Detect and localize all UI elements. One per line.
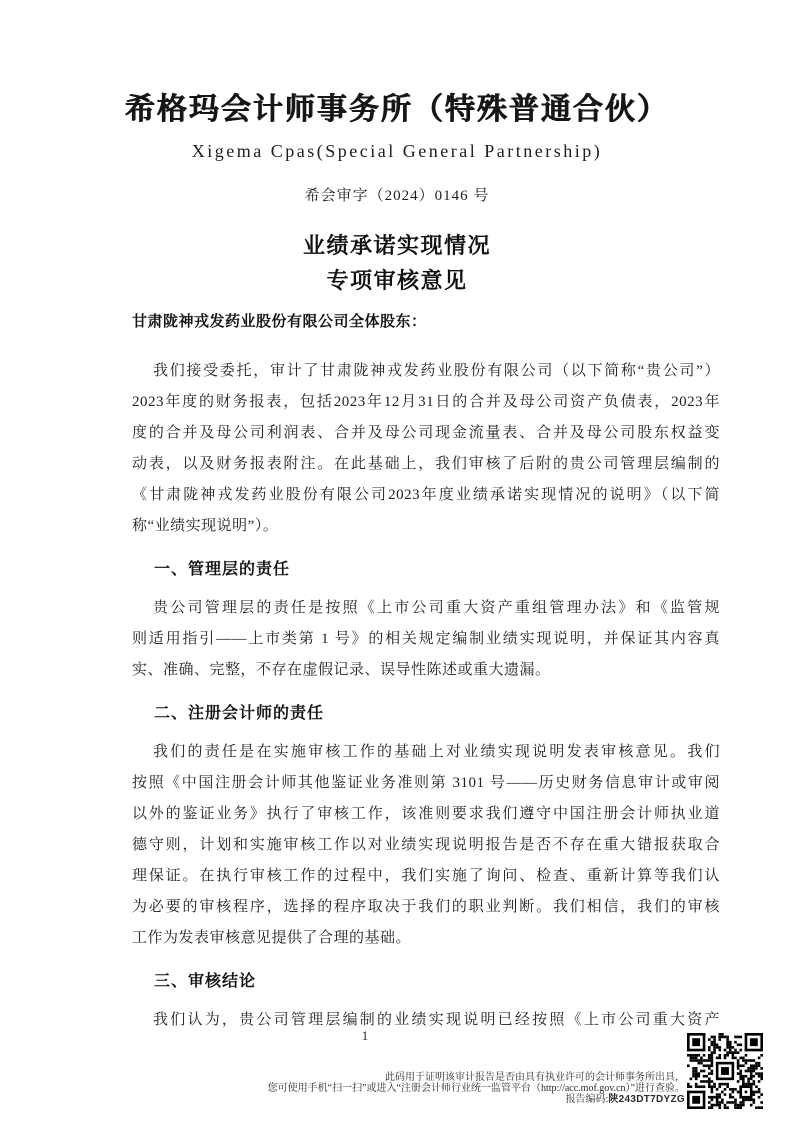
title-line-2: 专项审核意见	[326, 268, 468, 293]
paragraph-line: 以外的鉴证业务》执行了审核工作，该准则要求我们遵守中国注册会计师执业道	[132, 806, 720, 822]
paragraph-line: 我们接受委托，审计了甘肃陇神戎发药业股份有限公司（以下简称“贵公司”）	[153, 363, 720, 379]
section-paragraph-management-responsibility	[132, 593, 720, 686]
paragraph-line: 按照《中国注册会计师其他鉴证业务准则第 3101 号——历史财务信息审计或审阅	[132, 775, 720, 791]
firm-name-chinese: 希格玛会计师事务所（特殊普通合伙）	[125, 93, 669, 126]
report-code-value: 陕243DT7DYZG	[608, 1094, 685, 1105]
page-number: 1	[361, 1028, 369, 1043]
paragraph-line: 实、准确、完整，不存在虚假记录、误导性陈述或重大遗漏。	[132, 662, 551, 678]
paragraph-line: 工作为发表审核意见提供了合理的基础。	[132, 930, 412, 946]
paragraph-line: 2023年度的财务报表，包括2023年12月31日的合并及母公司资产负债表，2023年	[132, 394, 720, 410]
paragraph-line: 理保证。在执行审核工作的过程中，我们实施了询问、检查、重新计算等我们认	[132, 868, 720, 884]
section-heading-audit-conclusion: 三、审核结论	[154, 973, 257, 990]
addressee: 甘肃陇神戎发药业股份有限公司全体股东：	[132, 313, 427, 330]
qr-code-icon	[687, 1033, 763, 1109]
paragraph-line: 德守则，计划和实施审核工作以对业绩实现说明报告是否不存在重大错报获取合	[132, 837, 720, 853]
paragraph-line: 度的合并及母公司利润表、合并及母公司现金流量表、合并及母公司股东权益变	[132, 425, 720, 441]
paragraph-line: 我们的责任是在实施审核工作的基础上对业绩实现说明发表审核意见。我们	[153, 744, 720, 760]
report-code-line	[215, 1094, 685, 1105]
document-body	[0, 312, 794, 1036]
paragraph-line: 《甘肃陇神戎发药业股份有限公司2023年度业绩承诺实现情况的说明》（以下简	[132, 487, 720, 503]
paragraph-line: 为必要的审核程序，选择的程序取决于我们的职业判断。我们相信，我们的审核	[132, 899, 720, 915]
letterhead	[0, 92, 794, 206]
verification-note-line2: 您可使用手机“扫一扫”或进入“注册会计师行业统一监管平台（http://acc.mof.gov.cn）”进行查验。	[267, 1083, 685, 1094]
section-heading-cpa-responsibility: 二、注册会计师的责任	[154, 705, 325, 722]
verification-note-line1: 此码用于证明该审计报告是否由具有执业许可的会计师事务所出具，	[385, 1072, 685, 1083]
intro-paragraph	[132, 356, 720, 542]
paragraph-line: 贵公司管理层的责任是按照《上市公司重大资产重组管理办法》和《监管规	[153, 600, 720, 616]
document-number: 希会审字（2024）0146 号	[304, 188, 490, 204]
paragraph-line: 我们认为，贵公司管理层编制的业绩实现说明已经按照《上市公司重大资产	[153, 1012, 720, 1028]
firm-name-english: Xigema Cpas(Special General Partnership)	[191, 141, 603, 161]
document-title	[0, 228, 794, 298]
paragraph-line: 则适用指引——上市类第 1 号》的相关规定编制业绩实现说明，并保证其内容真	[132, 631, 720, 647]
section-paragraph-audit-conclusion	[132, 1005, 720, 1036]
title-line-1: 业绩承诺实现情况	[302, 233, 491, 258]
verification-footer	[215, 1072, 685, 1105]
report-code-label: 报告编码:	[565, 1094, 609, 1105]
section-heading-management-responsibility: 一、管理层的责任	[154, 561, 291, 578]
paragraph-line: 动表，以及财务报表附注。在此基础上，我们审核了后附的贵公司管理层编制的	[132, 456, 720, 472]
paragraph-line: 称“业绩实现说明”）。	[132, 518, 279, 534]
section-paragraph-cpa-responsibility	[132, 737, 720, 954]
